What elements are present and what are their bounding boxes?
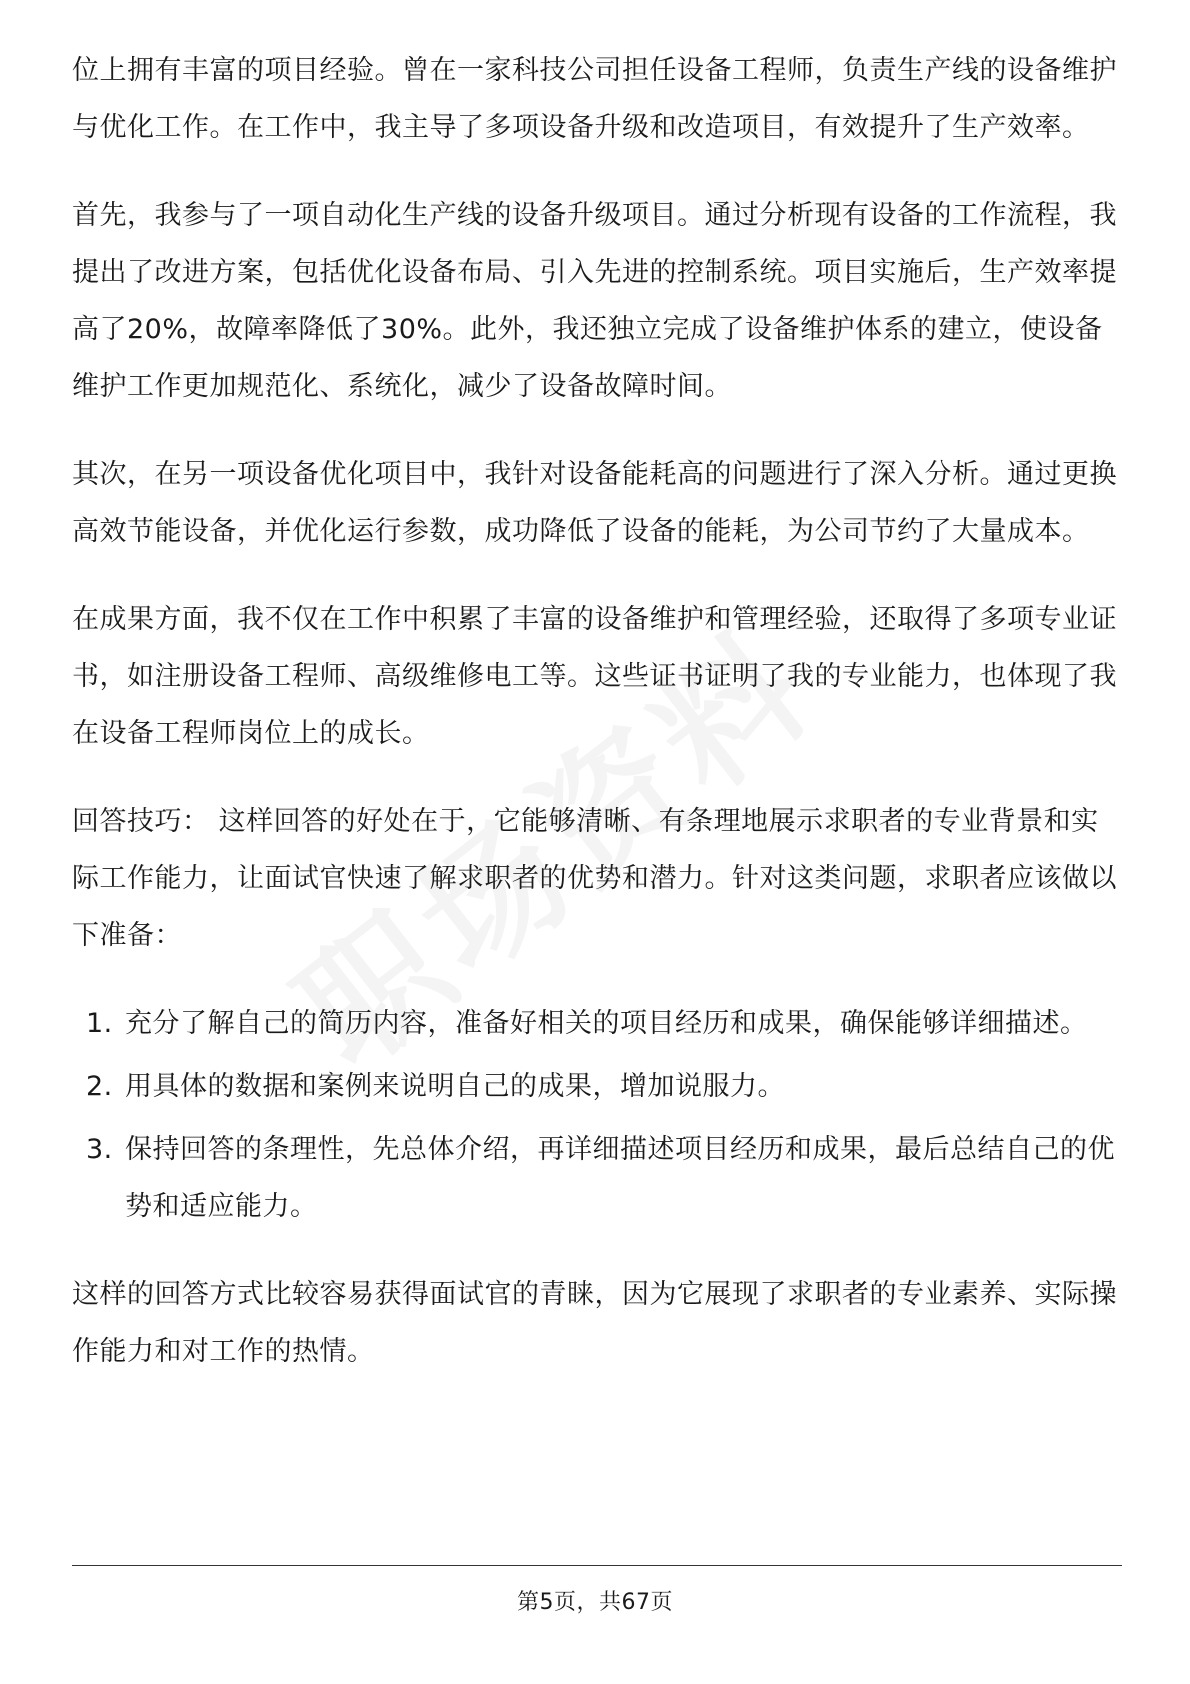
paragraph-second-project: 其次，在另一项设备优化项目中，我针对设备能耗高的问题进行了深入分析。通过更换高效节能设备，并优化运行参数，成功降低了设备的能耗，为公司节约了大量成本。: [72, 459, 1117, 547]
list-number: 2.: [86, 1071, 113, 1102]
paragraph-closing: 这样的回答方式比较容易获得面试官的青睐，因为它展现了求职者的专业素养、实际操作能力和对工作的热情。: [72, 1279, 1117, 1367]
paragraph-experience-intro: 位上拥有丰富的项目经验。曾在一家科技公司担任设备工程师，负责生产线的设备维护与优化工作。在工作中，我主导了多项设备升级和改造项目，有效提升了生产效率。: [72, 55, 1117, 143]
list-number: 1.: [86, 1008, 113, 1039]
preparation-list: [72, 995, 1122, 1235]
list-item: [72, 995, 1122, 1052]
list-item-text: 保持回答的条理性，先总体介绍，再详细描述项目经历和成果，最后总结自己的优势和适应能力。: [125, 1134, 1115, 1222]
paragraph-achievements: 在成果方面，我不仅在工作中积累了丰富的设备维护和管理经验，还取得了多项专业证书，如注册设备工程师、高级维修电工等。这些证书证明了我的专业能力，也体现了我在设备工程师岗位上的成长。: [72, 604, 1117, 749]
list-number: 3.: [86, 1134, 113, 1165]
page-number: 第5页，共67页: [517, 1590, 673, 1615]
paragraph-first-project: 首先，我参与了一项自动化生产线的设备升级项目。通过分析现有设备的工作流程，我提出了改进方案，包括优化设备布局、引入先进的控制系统。项目实施后，生产效率提高了20%，故障率降低了30%。此外，我还独立完成了设备维护体系的建立，使设备维护工作更加规范化、系统化，减少了设备故障时间。: [72, 200, 1117, 402]
list-item: [72, 1058, 1122, 1115]
footer-divider: [72, 1565, 1122, 1566]
paragraph-answer-tips: 回答技巧： 这样回答的好处在于，它能够清晰、有条理地展示求职者的专业背景和实际工作能力，让面试官快速了解求职者的优势和潜力。针对这类问题，求职者应该做以下准备：: [72, 806, 1117, 951]
list-item: [72, 1121, 1122, 1235]
list-item-text: 充分了解自己的简历内容，准备好相关的项目经历和成果，确保能够详细描述。: [125, 1008, 1088, 1039]
page-content: [72, 42, 1122, 1411]
list-item-text: 用具体的数据和案例来说明自己的成果，增加说服力。: [125, 1071, 785, 1102]
